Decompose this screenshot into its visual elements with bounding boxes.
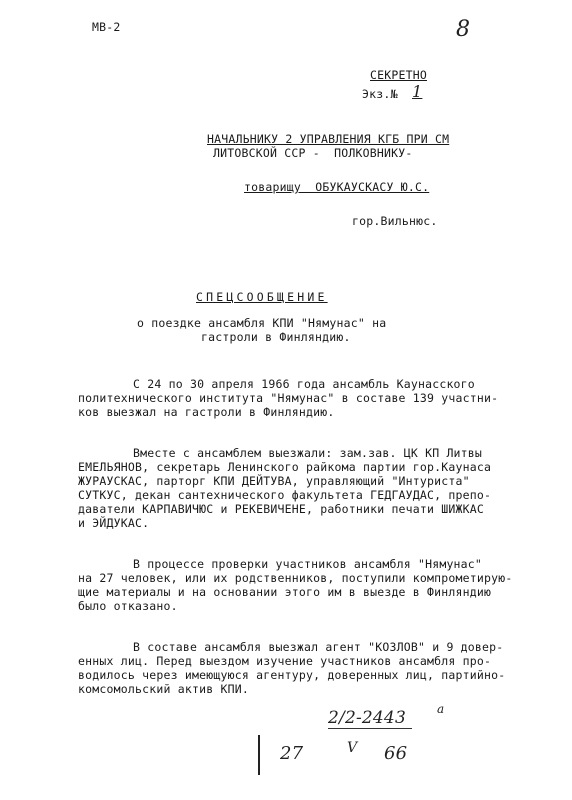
- archive-reference-superscript: а: [437, 702, 445, 716]
- subtitle-line-2: гастроли в Финляндию.: [201, 330, 351, 344]
- addressee-line-2: ЛИТОВСКОЙ ССР - ПОЛКОВНИКУ-: [213, 146, 413, 160]
- paragraph-line: водилось через имеющуюся агентуру, доверенных лиц, партийно-: [78, 668, 506, 682]
- paragraph-line: С 24 по 30 апреля 1966 года ансамбль Каунасского: [133, 377, 475, 391]
- archive-date-month: V: [347, 740, 358, 756]
- archive-date-day: 27: [280, 743, 304, 764]
- paragraph-line: ЖУРАУСКАС, парторг КПИ ДЕЙТУВА, управляющий "Интуриста": [78, 474, 470, 488]
- archive-date-year: 66: [384, 743, 408, 764]
- paragraph-line: политехнического института "Нямунас" в составе 139 участни-: [78, 391, 499, 405]
- paragraph-line: ЕМЕЛЬЯНОВ, секретарь Ленинского райкома партии гор.Каунаса: [78, 460, 492, 474]
- page-number: 8: [456, 17, 471, 42]
- copy-number: 1: [412, 82, 423, 101]
- archive-reference: 2/2-2443: [328, 708, 412, 729]
- paragraph-line: енных лиц. Перед выездом изучение участников ансамбля про-: [78, 654, 492, 668]
- copy-label: Экз.№: [362, 87, 398, 101]
- classification-mark: СЕКРЕТНО: [370, 68, 427, 82]
- paragraph-line: ков выезжал на гастроли в Финляндию.: [78, 405, 335, 419]
- form-code: МВ-2: [92, 20, 121, 34]
- addressee-line-3: товарищу ОБУКАУСКАСУ Ю.С.: [244, 180, 430, 194]
- paragraph-line: было отказано.: [78, 599, 178, 613]
- paragraph-line: и ЭЙДУКАС.: [78, 516, 150, 530]
- paragraph-line: В процессе проверки участников ансамбля "Нямунас": [133, 557, 483, 571]
- addressee-line-1: НАЧАЛЬНИКУ 2 УПРАВЛЕНИЯ КГБ ПРИ СМ: [207, 132, 450, 146]
- paragraph-line: СУТКУС, декан сантехнического факультета ГЕДГАУДАС, препо-: [78, 488, 492, 502]
- paragraph-line: В составе ансамбля выезжал агент "КОЗЛОВ" и 9 довер-: [133, 640, 504, 654]
- paragraph-line: на 27 человек, или их родственников, поступили компрометирую-: [78, 571, 513, 585]
- paragraph-line: щие материалы и на основании этого им в выезде в Финляндию: [78, 585, 492, 599]
- subtitle-line-1: о поездке ансамбля КПИ "Нямунас" на: [137, 316, 387, 330]
- paragraph-line: комсомольский актив КПИ.: [78, 682, 249, 696]
- stamp-border: [258, 735, 260, 775]
- addressee-city: гор.Вильнюс.: [352, 214, 438, 228]
- paragraph-line: Вместе с ансамблем выезжали: зам.зав. ЦК КП Литвы: [133, 446, 483, 460]
- paragraph-line: даватели КАРПАВИЧЮС и РЕКЕВИЧЕНЕ, работники печати ШИЖКАС: [78, 502, 485, 516]
- document-heading: СПЕЦСООБЩЕНИЕ: [196, 290, 328, 304]
